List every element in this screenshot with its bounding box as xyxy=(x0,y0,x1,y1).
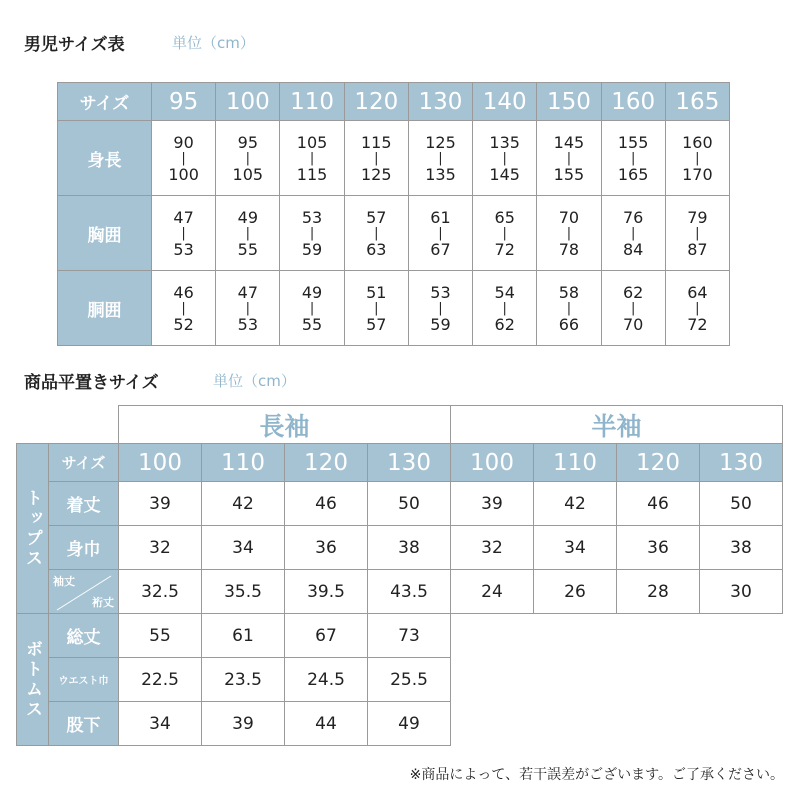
value-cell: 23.5 xyxy=(202,658,285,702)
range-separator: | xyxy=(438,300,443,316)
value-cell: 43.5 xyxy=(368,570,451,614)
size-header-cell: 130 xyxy=(700,444,783,482)
value-cell: 55 xyxy=(119,614,202,658)
range-max: 105 xyxy=(232,164,264,184)
value-cell: 38 xyxy=(700,526,783,570)
value-cell: 35.5 xyxy=(202,570,285,614)
bottoms-row-total xyxy=(17,614,783,658)
range-max: 165 xyxy=(617,164,649,184)
value-cell: 24.5 xyxy=(285,658,368,702)
range-min: 160 xyxy=(682,132,713,152)
range-cell xyxy=(280,196,344,271)
range-separator: | xyxy=(438,225,443,241)
tops-row-width xyxy=(17,526,783,570)
range-min: 53 xyxy=(430,282,451,302)
range-min: 54 xyxy=(494,282,515,302)
short-sleeve-header: 半袖 xyxy=(451,406,783,444)
size-header-cell: 110 xyxy=(280,83,344,121)
value-cell: 42 xyxy=(202,482,285,526)
range-max: 155 xyxy=(553,164,585,184)
flat-size-title: 商品平置きサイズ xyxy=(24,373,159,393)
range-separator: | xyxy=(502,225,507,241)
range-max: 57 xyxy=(366,314,387,334)
range-max: 59 xyxy=(301,239,323,259)
value-cell: 32 xyxy=(119,526,202,570)
range-separator: | xyxy=(309,150,315,166)
range-max: 70 xyxy=(622,314,644,334)
range-min: 58 xyxy=(558,282,580,302)
range-cell xyxy=(408,196,472,271)
size-chart-title: 男児サイズ表 xyxy=(24,35,125,55)
range-min: 62 xyxy=(622,282,644,302)
range-separator: | xyxy=(309,300,315,316)
range-cell xyxy=(537,196,601,271)
value-cell: 22.5 xyxy=(119,658,202,702)
value-cell: 46 xyxy=(617,482,700,526)
range-cell xyxy=(344,121,408,196)
size-header-row xyxy=(58,83,730,121)
tops-row-length xyxy=(17,482,783,526)
range-min: 53 xyxy=(301,207,323,227)
range-separator: | xyxy=(566,150,572,166)
range-min: 49 xyxy=(237,207,258,227)
size-header-cell: 120 xyxy=(617,444,700,482)
range-cell xyxy=(537,271,601,346)
value-cell: 36 xyxy=(285,526,368,570)
value-cell: 34 xyxy=(119,702,202,746)
range-min: 105 xyxy=(296,132,328,152)
value-cell: 34 xyxy=(202,526,285,570)
range-separator: | xyxy=(438,150,443,166)
range-separator: | xyxy=(181,150,186,166)
range-separator: | xyxy=(181,300,186,316)
range-separator: | xyxy=(309,225,315,241)
size-header-cell: 165 xyxy=(665,83,729,121)
range-max: 72 xyxy=(494,239,515,259)
range-cell xyxy=(473,196,537,271)
measurement-row xyxy=(58,271,730,346)
range-separator: | xyxy=(695,300,700,316)
size-header-label: サイズ xyxy=(58,83,152,121)
measurement-row xyxy=(58,121,730,196)
range-cell xyxy=(601,271,665,346)
range-separator: | xyxy=(374,300,379,316)
value-cell: 73 xyxy=(368,614,451,658)
size-header-cell: 120 xyxy=(344,83,408,121)
size-header-cell: 95 xyxy=(152,83,216,121)
range-max: 115 xyxy=(296,164,328,184)
range-max: 72 xyxy=(687,314,708,334)
range-max: 53 xyxy=(237,314,258,334)
value-cell: 42 xyxy=(534,482,617,526)
size-header-label: サイズ xyxy=(49,444,119,482)
range-min: 57 xyxy=(366,207,387,227)
sleeve-length-label: 袖丈 xyxy=(53,575,75,588)
range-max: 145 xyxy=(489,164,520,184)
range-cell xyxy=(344,196,408,271)
range-cell xyxy=(473,271,537,346)
value-cell: 32 xyxy=(451,526,534,570)
value-cell: 49 xyxy=(368,702,451,746)
row-label: 股下 xyxy=(49,702,119,746)
range-max: 84 xyxy=(622,239,644,259)
value-cell: 39 xyxy=(202,702,285,746)
range-min: 145 xyxy=(553,132,585,152)
size-header-cell: 110 xyxy=(202,444,285,482)
range-cell xyxy=(537,121,601,196)
range-min: 49 xyxy=(301,282,323,302)
value-cell: 39 xyxy=(451,482,534,526)
range-cell xyxy=(601,121,665,196)
range-cell xyxy=(280,271,344,346)
size-header-cell: 100 xyxy=(216,83,280,121)
row-label: ウエスト巾 xyxy=(49,658,119,702)
range-separator: | xyxy=(630,150,636,166)
row-label: 胸囲 xyxy=(58,196,152,271)
range-separator: | xyxy=(181,225,186,241)
value-cell: 26 xyxy=(534,570,617,614)
tops-row-sleeve xyxy=(17,570,783,614)
value-cell: 34 xyxy=(534,526,617,570)
range-cell xyxy=(344,271,408,346)
range-min: 46 xyxy=(173,282,194,302)
range-max: 78 xyxy=(558,239,580,259)
range-min: 135 xyxy=(489,132,520,152)
range-separator: | xyxy=(245,150,251,166)
range-min: 125 xyxy=(425,132,456,152)
value-cell: 50 xyxy=(368,482,451,526)
value-cell: 28 xyxy=(617,570,700,614)
range-max: 63 xyxy=(366,239,387,259)
group-header-row xyxy=(17,406,783,444)
value-cell: 61 xyxy=(202,614,285,658)
yuki-length-label: 裄丈 xyxy=(92,596,114,609)
size-header-cell: 160 xyxy=(601,83,665,121)
range-separator: | xyxy=(695,225,700,241)
range-cell xyxy=(408,121,472,196)
value-cell: 32.5 xyxy=(119,570,202,614)
range-cell xyxy=(665,271,729,346)
bottoms-row-inseam xyxy=(17,702,783,746)
row-label-sleeve xyxy=(49,570,119,614)
range-cell xyxy=(216,196,280,271)
range-separator: | xyxy=(502,300,507,316)
bottoms-category: ボトムス xyxy=(17,614,49,746)
range-cell xyxy=(152,121,216,196)
range-cell xyxy=(280,121,344,196)
value-cell: 24 xyxy=(451,570,534,614)
range-min: 47 xyxy=(173,207,194,227)
range-separator: | xyxy=(630,300,636,316)
size-header-cell: 130 xyxy=(408,83,472,121)
value-cell: 44 xyxy=(285,702,368,746)
row-label: 胴囲 xyxy=(58,271,152,346)
flat-size-unit: 単位（cm） xyxy=(213,372,296,390)
range-max: 67 xyxy=(430,239,451,259)
value-cell: 36 xyxy=(617,526,700,570)
range-max: 53 xyxy=(173,239,194,259)
measurement-row xyxy=(58,196,730,271)
range-max: 125 xyxy=(360,164,392,184)
range-max: 55 xyxy=(301,314,323,334)
long-sleeve-header: 長袖 xyxy=(119,406,451,444)
value-cell: 25.5 xyxy=(368,658,451,702)
range-cell xyxy=(408,271,472,346)
size-chart-unit: 単位（cm） xyxy=(172,34,255,52)
range-min: 61 xyxy=(430,207,451,227)
size-header-cell: 150 xyxy=(537,83,601,121)
range-cell xyxy=(665,196,729,271)
range-max: 59 xyxy=(430,314,451,334)
range-min: 70 xyxy=(558,207,580,227)
value-cell: 39 xyxy=(119,482,202,526)
range-min: 95 xyxy=(237,132,258,152)
range-max: 66 xyxy=(558,314,580,334)
row-label: 総丈 xyxy=(49,614,119,658)
range-min: 76 xyxy=(622,207,644,227)
size-header-cell: 110 xyxy=(534,444,617,482)
range-separator: | xyxy=(245,300,251,316)
range-max: 100 xyxy=(168,164,199,184)
range-max: 62 xyxy=(494,314,515,334)
range-separator: | xyxy=(502,150,507,166)
flat-size-table xyxy=(16,405,783,746)
range-max: 52 xyxy=(173,314,194,334)
value-cell: 67 xyxy=(285,614,368,658)
size-header-cell: 140 xyxy=(473,83,537,121)
row-label: 着丈 xyxy=(49,482,119,526)
range-cell xyxy=(473,121,537,196)
range-separator: | xyxy=(630,225,636,241)
range-separator: | xyxy=(566,225,572,241)
range-separator: | xyxy=(374,225,379,241)
range-separator: | xyxy=(374,150,379,166)
range-cell xyxy=(152,271,216,346)
range-max: 170 xyxy=(682,164,713,184)
range-cell xyxy=(665,121,729,196)
size-header-row xyxy=(17,444,783,482)
range-cell xyxy=(216,121,280,196)
row-label: 身長 xyxy=(58,121,152,196)
size-header-cell: 130 xyxy=(368,444,451,482)
range-max: 135 xyxy=(425,164,456,184)
size-header-cell: 100 xyxy=(119,444,202,482)
range-cell xyxy=(601,196,665,271)
range-min: 90 xyxy=(173,132,194,152)
disclaimer-note: ※商品によって、若干誤差がございます。ご了承ください。 xyxy=(409,767,784,783)
range-cell xyxy=(216,271,280,346)
range-min: 51 xyxy=(366,282,387,302)
value-cell: 50 xyxy=(700,482,783,526)
range-cell xyxy=(152,196,216,271)
range-min: 155 xyxy=(617,132,649,152)
range-separator: | xyxy=(566,300,572,316)
value-cell: 39.5 xyxy=(285,570,368,614)
size-header-cell: 120 xyxy=(285,444,368,482)
value-cell: 30 xyxy=(700,570,783,614)
bottoms-row-waist xyxy=(17,658,783,702)
value-cell: 38 xyxy=(368,526,451,570)
range-min: 65 xyxy=(494,207,515,227)
range-min: 115 xyxy=(360,132,392,152)
range-separator: | xyxy=(245,225,251,241)
range-max: 55 xyxy=(237,239,258,259)
size-header-cell: 100 xyxy=(451,444,534,482)
range-min: 79 xyxy=(687,207,708,227)
boys-size-table xyxy=(57,82,730,346)
range-separator: | xyxy=(695,150,700,166)
row-label: 身巾 xyxy=(49,526,119,570)
tops-category: トップス xyxy=(17,444,49,614)
value-cell: 46 xyxy=(285,482,368,526)
range-min: 64 xyxy=(687,282,708,302)
range-max: 87 xyxy=(687,239,708,259)
range-min: 47 xyxy=(237,282,258,302)
